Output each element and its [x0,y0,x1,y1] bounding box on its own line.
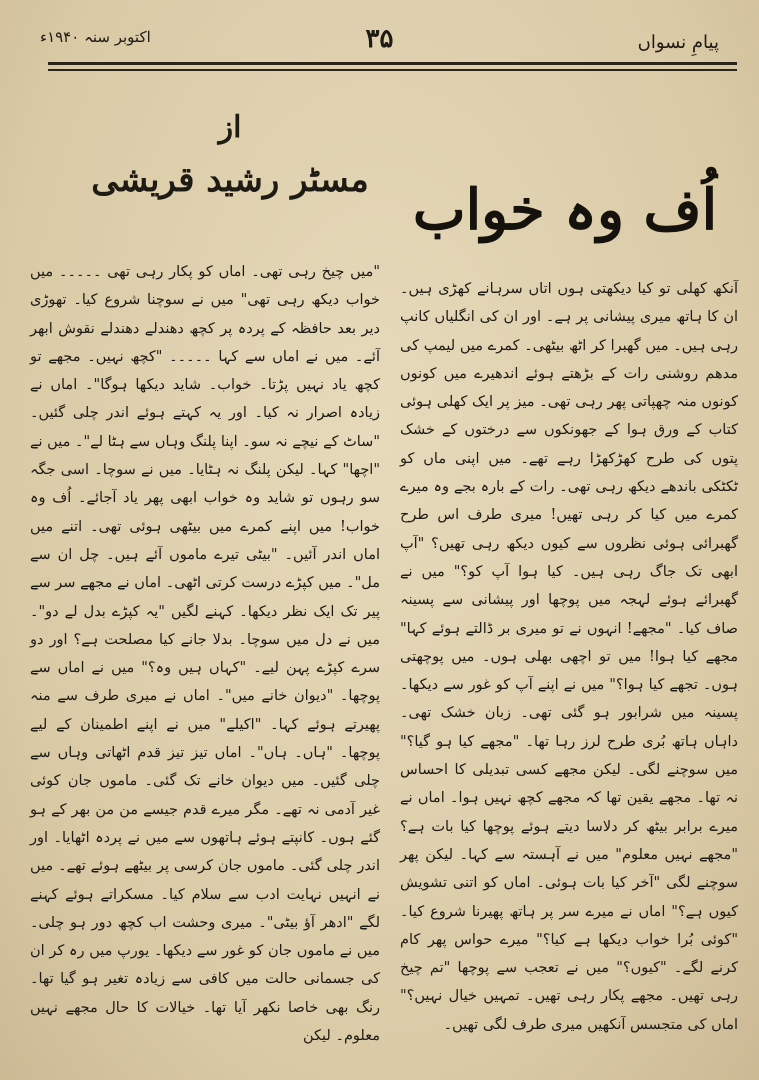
author-name: مسٹر رشید قریشی [91,160,369,200]
page-number: ۳۵ [365,24,394,54]
text-column-right [400,275,738,1039]
byline-prefix: از [218,110,242,145]
issue-date: اکتوبر سنہ ۱۹۴۰ء [40,28,151,46]
text-column-left [30,258,380,1050]
right-column-text: آنکھ کھلی تو کیا دیکھتی ہوں اتاں سرہانے کھڑی ہیں۔ ان کا ہاتھ میری پیشانی پر ہے۔ اور ان کی انگلیاں کانپ رہی ہیں۔ میں گھبرا کر اٹھ بیٹھی۔ کمرے میں لیمپ کی مدھم روشنی رات کے بڑھتے ہوئے اندھیرے میں کونوں کونوں منہ چھپاتی پھر رہی تھی۔ میز پر ایک کھلی ہوئی کتاب کے ورق ہوا کے جھونکوں سے درختوں کے خشک پتوں کی طرح کھڑکھڑا رہے تھے۔ میں اپنی ماں کو ٹکٹکی باندھے دیکھ رہی تھی۔ رات کے بارہ بجے وہ میرے کمرے میں کیا کر رہی تھیں! میری طرف اس طرح گھبرائی ہوئی نظروں سے کیوں دیکھ رہی تھیں؟ "آپ ابھی تک جاگ رہی ہیں۔ کیا ہوا آپ کو؟" میں نے گھبرائے ہوئے لہجہ میں پوچھا اور پیشانی سے پسینہ صاف کیا۔ "مجھے! انہوں نے تو میری بر ڈالتے ہوئے کہا" مجھے کیا ہوا! میں تو اچھی بھلی ہوں۔ میں پوچھتی ہوں۔ تجھے کیا ہوا؟" میں نے اپنے آپ کو غور سے دیکھا۔ پسینہ میں شرابور ہو گئی تھی۔ زبان خشک تھی۔ داہاں ہاتھ بُری طرح لرز رہا تھا۔ "مجھے کیا ہو گیا؟" میں سوچنے لگی۔ لیکن مجھے کسی تبدیلی کا احساس نہ تھا۔ مجھے یقین تھا کہ مجھے کچھ نہیں ہوا۔ اماں نے میرے برابر بیٹھ کر دلاسا دیتے ہوئے پوچھا کیا بات ہے؟ "مجھے نہیں معلوم" میں نے آہستہ سے کہا۔ لیکن پھر سوچنے لگی "آخر کیا بات ہوئی۔ اماں کو اتنی تشویش کیوں ہے؟" اماں نے میرے سر پر ہاتھ پھیرنا شروع کیا۔ "کوئی بُرا خواب دیکھا ہے کیا؟" میرے حواس پھر کام کرنے لگے۔ "کیوں؟" میں نے تعجب سے پوچھا "تم چیخ رہی تھیں۔ مجھے پکار رہی تھیں۔ تمہیں خیال نہیں؟" اماں کی متجسس آنکھیں میری طرف لگی تھیں۔ [400,281,738,1033]
header-rule-thin [48,69,737,71]
magazine-name: پیامِ نسواں [637,32,719,53]
header-rule-thick [48,62,737,65]
page-header [40,22,719,62]
story-title: اُف وہ خواب [412,177,718,243]
left-column-text: "میں چیخ رہی تھی۔ اماں کو پکار رہی تھی ۔۔۔۔۔ میں خواب دیکھ رہی تھی" میں نے سوچنا شروع کیا۔ تھوڑی دیر بعد حافظہ کے پردہ پر کچھ دھندلے دھندلے نقوش ابھر آئے۔ میں نے اماں سے کہا ۔۔۔۔۔ "کچھ نہیں۔ مجھے تو کچھ یاد نہیں پڑتا۔ خواب۔ شاید دیکھا ہوگا"۔ اماں نے زیادہ اصرار نہ کیا۔ اور یہ کہتے ہوئے اندر چلی گئیں۔ "ساٹ کے نیچے نہ سو۔ اپنا پلنگ وہاں سے ہٹا لے"۔ میں نے "اچھا" کہا۔ لیکن پلنگ نہ ہٹایا۔ میں نے سوچا۔ اسی جگہ سو رہوں تو شاید وہ خواب ابھی پھر یاد آجائے۔ اُف وہ خواب! میں اپنے کمرے میں بیٹھی ہوئی تھی۔ اتنے میں اماں اندر آئیں۔ "بیٹی تیرے ماموں آئے ہیں۔ چل ان سے مل"۔ میں کپڑے درست کرتی اٹھی۔ اماں نے مجھے سر سے پیر تک ایک نظر دیکھا۔ کہنے لگیں "یہ کپڑے بدل لے دو"۔ میں نے دل میں سوچا۔ بدلا جانے کیا مصلحت ہے؟ اور دو سرے کپڑے پہن لیے۔ "کہاں ہیں وہ؟" میں نے اماں سے پوچھا۔ "دیوان خانے میں"۔ اماں نے میری طرف سے منہ پھیرتے ہوئے کہا۔ "اکیلے" میں نے اپنے اطمینان کے لیے پوچھا۔ "ہاں۔ ہاں"۔ اماں تیز تیز قدم اٹھاتی وہاں سے چلی گئیں۔ میں دیوان خانے تک گئی۔ ماموں جان کوئی غیر آدمی نہ تھے۔ مگر میرے قدم جیسے من من بھر کے ہو گئے ہوں۔ کانپتے ہوئے ہاتھوں سے میں نے پردہ اٹھایا۔ اور اندر چلی گئی۔ ماموں جان کرسی پر بیٹھے ہوئے تھے۔ میں نے انہیں نہایت ادب سے سلام کیا۔ مسکراتے ہوئے کہنے لگے "ادھر آؤ بیٹی"۔ میری وحشت اب کچھ دور ہو چلی۔ میں نے ماموں جان کو غور سے دیکھا۔ یورپ میں رہ کر ان کی جسمانی حالت میں کافی سے زیادہ تغیر ہو گیا تھا۔ رنگ بھی خاصا نکھر آیا تھا۔ خیالات کا حال مجھے نہیں معلوم۔ لیکن [30,264,380,1045]
